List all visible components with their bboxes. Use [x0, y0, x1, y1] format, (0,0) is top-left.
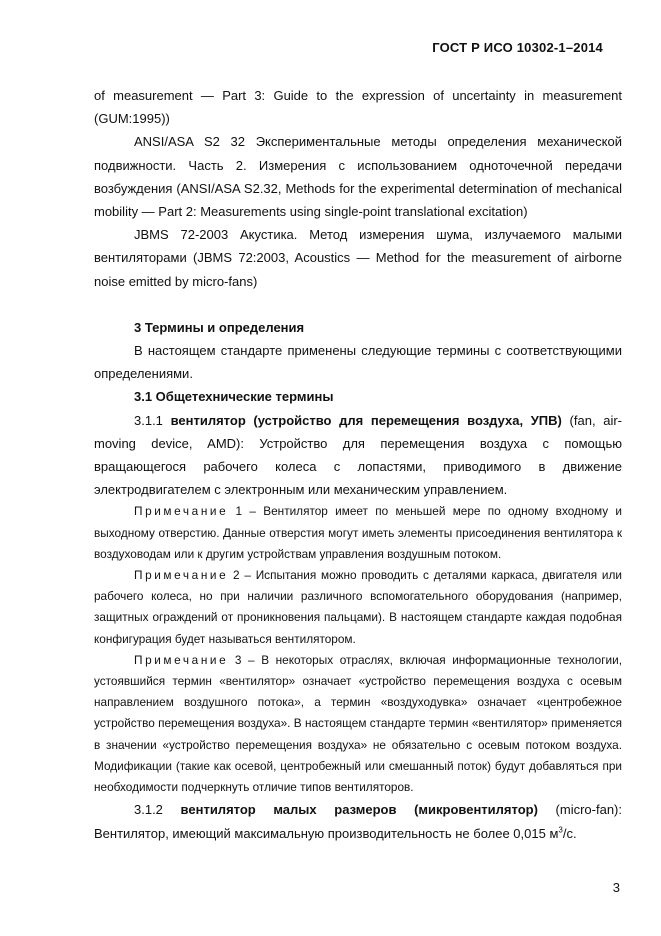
term-definition: (fan, air-moving device, AMD): Устройство для перемещения воздуха с помощью вращающегося рабочего колеса с лопастями, приводимого в движение электродвигателем с электронным или механическим управлением. — [94, 412, 622, 498]
note-1 — [94, 501, 622, 565]
page-number: 3 — [612, 880, 620, 895]
document-header: ГОСТ Р ИСО 10302-1–2014 — [432, 40, 603, 55]
term-3-1-1 — [94, 409, 622, 502]
note-label: Примечание — [134, 652, 229, 667]
note-text: 1 – Вентилятор имеет по меньшей мере по одному входному и выходному отверстию. Данные отверстия могут иметь элементы присоединения вентилятора к воздуховодам или к другим устройствам управления воздушным потоком. — [94, 504, 622, 561]
section-title: 3 Термины и определения — [134, 319, 305, 335]
note-label: Примечание — [134, 504, 229, 519]
term-3-1-2 — [94, 798, 622, 844]
reference-ansi: ANSI/ASA S2 32 Экспериментальные методы определения механической подвижности. Часть 2. Измерения с использованием одноточечной передачи возбуждения (ANSI/ASA S2.32, Methods for the experimental determination of mechanical mobility — Part 2: Measurements using single-point translational excitation) — [94, 134, 622, 220]
term-definition: (micro-fan): Вентилятор, имеющий максимальную производительность не более 0,015 м — [94, 802, 622, 841]
term-definition-tail: /с. — [562, 825, 577, 841]
reference-jbms: JBMS 72-2003 Акустика. Метод измерения шума, излучаемого малыми вентиляторами (JBMS 72:2003, Acoustics — Method for the measurement of airborne noise emitted by micro-fans) — [94, 227, 622, 289]
term-name: вентилятор (устройство для перемещения воздуха, УПВ) — [170, 412, 562, 428]
section-intro: В настоящем стандарте применены следующие термины с соответствующими определениями. — [94, 343, 622, 382]
page-content — [94, 84, 622, 845]
term-number: 3.1.1 — [134, 412, 171, 428]
note-2 — [94, 565, 622, 650]
note-label: Примечание — [134, 568, 229, 583]
term-number: 3.1.2 — [134, 802, 181, 818]
note-text: 2 – Испытания можно проводить с деталями каркаса, двигателя или рабочего колеса, но при наличии различного вспомогательного оборудования (например, защитных ограждений от проникновения пальцами). В настоящем стандарте каждая подобная конфигурация будет называться вентилятором. — [94, 568, 622, 646]
reference-continuation: of measurement — Part 3: Guide to the expression of uncertainty in measurement (GUM:1995)) — [94, 88, 622, 127]
subsection-title: 3.1 Общетехнические термины — [134, 389, 334, 405]
term-name: вентилятор малых размеров (микровентилятор) — [180, 802, 538, 818]
note-text: 3 – В некоторых отраслях, включая информационные технологии, устоявшийся термин «вентилятор» означает «устройство перемещения воздуха с осевым направлением воздушного потока», а термин «воздуходувка» означает «центробежное устройство перемещения воздуха». В настоящем стандарте термин «вентилятор» применяется в значении «устройство перемещения воздуха» не обязательно с осевым потоком воздуха. Модификации (такие как осевой, центробежный или смешанный поток) будут добавляться при необходимости подчеркнуть отличие типов вентиляторов. — [94, 652, 622, 795]
unit-superscript: 3 — [558, 825, 563, 835]
note-3 — [94, 650, 622, 798]
